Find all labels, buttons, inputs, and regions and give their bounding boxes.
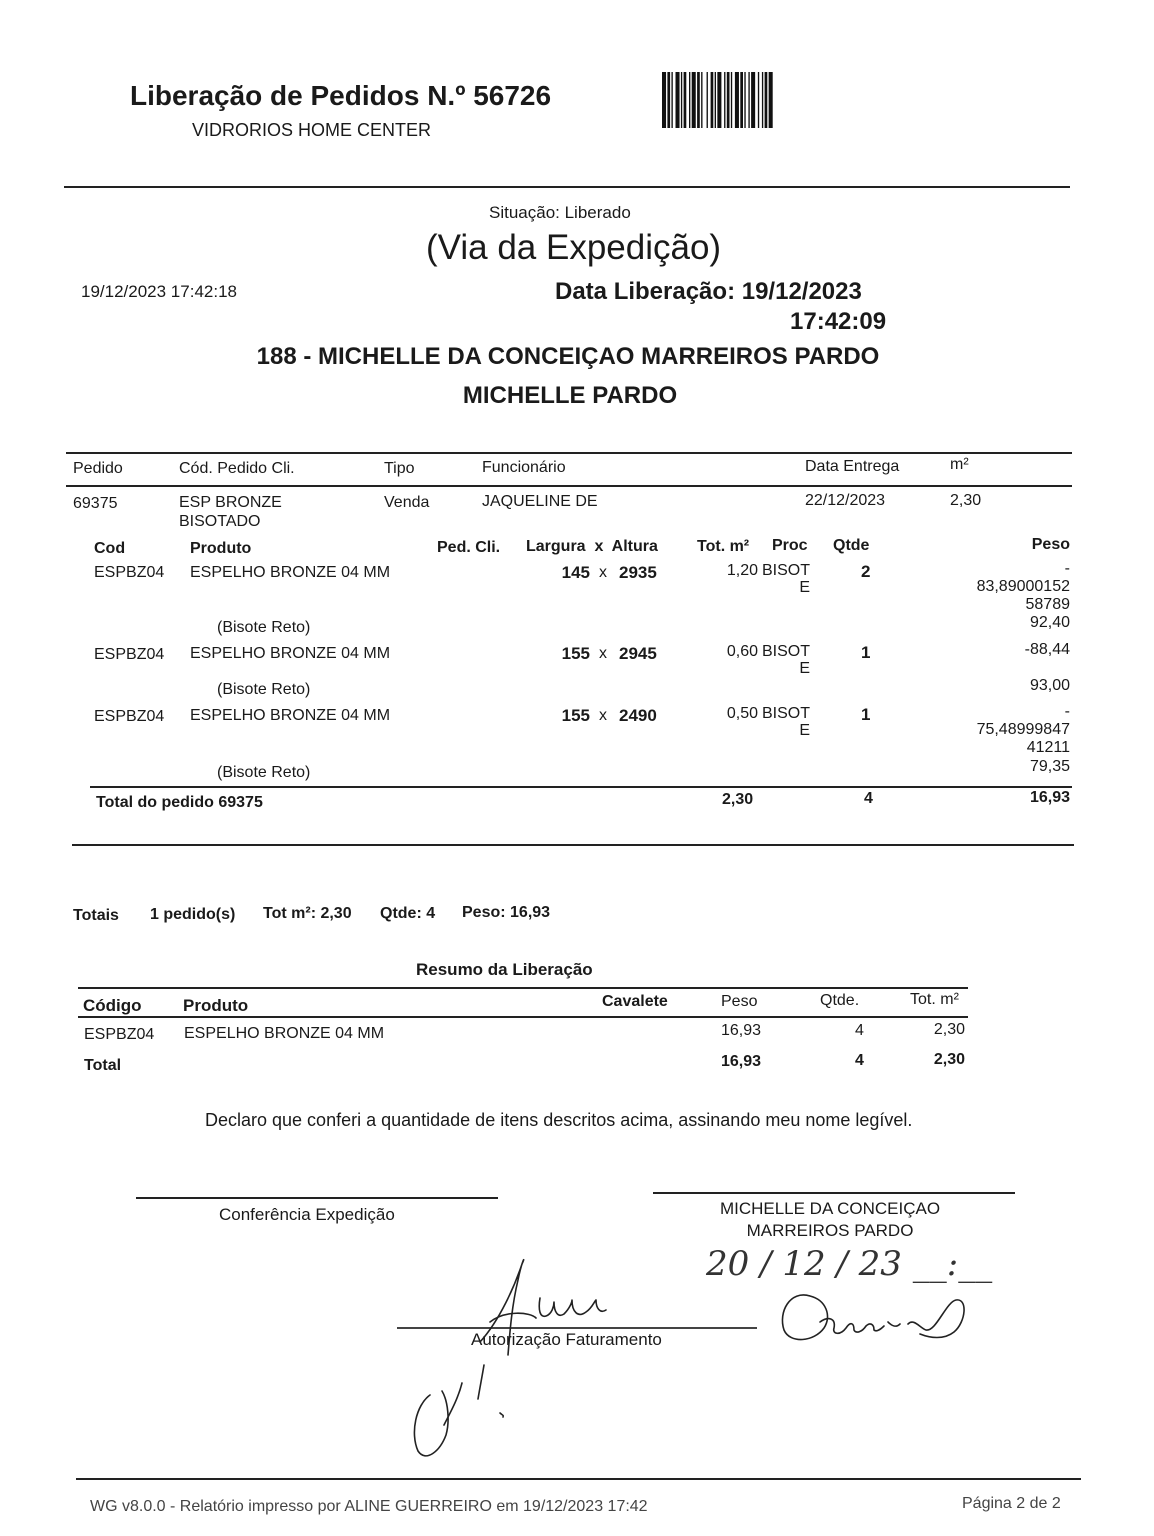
col-header-funcionario: Funcionário [482, 459, 566, 476]
order-section-bottom-rule [72, 844, 1074, 846]
footer-rule [76, 1478, 1081, 1480]
order-total-peso: 16,93 [1029, 789, 1070, 806]
signature-label-conferencia: Conferência Expedição [219, 1205, 395, 1224]
item-x: x [599, 707, 607, 724]
status-text: Situação: Liberado [489, 203, 631, 222]
summary-total-peso: 16,93 [721, 1053, 762, 1070]
item-peso: - [1064, 703, 1070, 720]
summary-peso: 16,93 [721, 1022, 762, 1039]
customer-short-name: MICHELLE PARDO [462, 382, 678, 409]
item-header-peso: Peso [1031, 536, 1070, 553]
company-name: VIDRORIOS HOME CENTER [192, 120, 432, 140]
order-type: Venda [384, 494, 430, 511]
summary-header-peso: Peso [721, 993, 758, 1010]
document-title: Liberação de Pedidos N.º 56726 [130, 80, 552, 111]
order-total-rule [90, 786, 1072, 788]
item-obs: (Bisote Reto) [217, 681, 311, 698]
order-total-m2: 2,30 [722, 791, 754, 808]
summary-header-produto: Produto [183, 996, 249, 1015]
item-cod: ESPBZ04 [94, 646, 165, 663]
item-altura: 2490 [619, 706, 657, 725]
summary-qtde: 4 [855, 1022, 864, 1039]
totals-m2: Tot m²: 2,30 [263, 905, 352, 922]
totals-qtde: Qtde: 4 [380, 905, 436, 922]
item-proc-cont: E [799, 660, 810, 677]
order-employee: JAQUELINE DE [482, 493, 598, 510]
item-proc: BISOT [762, 705, 811, 722]
item-obs: (Bisote Reto) [217, 619, 311, 636]
order-client-code-line2: BISOTADO [179, 513, 261, 530]
summary-header-rule [78, 1016, 968, 1018]
item-obs-value: 79,35 [1029, 758, 1070, 775]
declaration-text: Declaro que conferi a quantidade de itens descritos acima, assinando meu nome legível. [205, 1110, 913, 1130]
item-proc: BISOT [762, 562, 811, 579]
item-header-qtde: Qtde [833, 537, 870, 554]
item-header-tot-m2: Tot. m² [697, 538, 750, 555]
item-header-proc: Proc [772, 537, 808, 554]
col-header-tipo: Tipo [384, 460, 415, 477]
release-date: Data Liberação: 19/12/2023 [555, 278, 862, 305]
summary-produto: ESPELHO BRONZE 04 MM [184, 1025, 385, 1042]
release-time: 17:42:09 [790, 308, 887, 335]
via-title: (Via da Expedição) [426, 228, 722, 267]
item-obs: (Bisote Reto) [217, 764, 311, 781]
item-proc-cont: E [799, 579, 810, 596]
summary-top-rule [78, 987, 968, 989]
order-m2: 2,30 [950, 492, 982, 509]
item-largura: 155 [561, 644, 590, 663]
item-peso-line2: 75,48999847 [976, 721, 1070, 738]
signature-autorizacao-handwriting [460, 1250, 620, 1360]
item-peso: - [1064, 560, 1070, 577]
totals-peso: Peso: 16,93 [462, 904, 551, 921]
signature-line-conferencia [136, 1197, 498, 1199]
summary-codigo: ESPBZ04 [84, 1026, 155, 1043]
item-largura: 155 [561, 706, 590, 725]
item-tot-m2: 1,20 [726, 562, 758, 579]
footer-printed-by: WG v8.0.0 - Relatório impresso por ALINE GUERREIRO em 19/12/2023 17:42 [90, 1498, 648, 1515]
item-qtde: 1 [861, 705, 871, 724]
order-client-code-line1: ESP BRONZE [179, 494, 282, 511]
signature-label-autorizacao: Autorização Faturamento [471, 1330, 662, 1349]
initials-handwriting [400, 1355, 520, 1465]
item-largura: 145 [561, 563, 590, 582]
handwritten-date: 20 / 12 / 23 __:__ [706, 1244, 993, 1284]
item-produto: ESPELHO BRONZE 04 MM [190, 707, 391, 724]
signature-customer-handwriting [770, 1282, 980, 1352]
summary-header-tot-m2: Tot. m² [910, 991, 959, 1008]
item-altura: 2935 [619, 563, 657, 582]
item-cod: ESPBZ04 [94, 564, 165, 581]
summary-total-qtde: 4 [855, 1052, 864, 1069]
totals-pedidos: 1 pedido(s) [150, 906, 236, 923]
item-obs-value: 93,00 [1029, 677, 1070, 694]
order-delivery-date: 22/12/2023 [805, 492, 886, 509]
item-obs-value: 92,40 [1029, 614, 1070, 631]
summary-header-qtde: Qtde. [820, 992, 860, 1009]
item-peso-line3: 58789 [1025, 596, 1070, 613]
item-qtde: 1 [861, 643, 871, 662]
item-peso-line2: 83,89000152 [976, 578, 1070, 595]
summary-header-cavalete: Cavalete [602, 993, 668, 1010]
customer-full-name: 188 - MICHELLE DA CONCEIÇAO MARREIROS PARDO [256, 343, 880, 370]
item-tot-m2: 0,60 [726, 643, 758, 660]
footer-page-number: Página 2 de 2 [962, 1495, 1061, 1512]
col-header-cod-pedido-cli: Cód. Pedido Cli. [179, 460, 295, 477]
signature-customer-line1: MICHELLE DA CONCEIÇAO [719, 1199, 941, 1218]
order-number: 69375 [73, 495, 118, 512]
order-table-top-rule [66, 452, 1072, 454]
totals-label: Totais [73, 907, 119, 924]
summary-total-tot-m2: 2,30 [933, 1051, 965, 1068]
item-proc: BISOT [762, 643, 811, 660]
signature-line-customer [653, 1192, 1015, 1194]
item-produto: ESPELHO BRONZE 04 MM [190, 645, 391, 662]
summary-total-label: Total [84, 1057, 122, 1074]
item-peso: -88,44 [1024, 641, 1070, 658]
col-header-pedido: Pedido [73, 460, 123, 477]
order-total-qtde: 4 [864, 790, 873, 807]
header-divider [64, 186, 1070, 188]
item-cod: ESPBZ04 [94, 708, 165, 725]
summary-title: Resumo da Liberação [416, 960, 593, 979]
item-tot-m2: 0,50 [726, 705, 758, 722]
col-header-m2: m² [950, 456, 969, 473]
order-total-label: Total do pedido 69375 [96, 794, 263, 811]
item-x: x [599, 564, 607, 581]
signature-customer-line2: MARREIROS PARDO [746, 1221, 914, 1240]
printed-datetime: 19/12/2023 17:42:18 [81, 282, 237, 301]
item-x: x [599, 645, 607, 662]
item-header-cod: Cod [94, 540, 126, 557]
item-qtde: 2 [861, 562, 871, 581]
item-header-produto: Produto [190, 540, 252, 557]
item-header-ped-cli: Ped. Cli. [437, 539, 501, 556]
item-proc-cont: E [799, 722, 810, 739]
item-produto: ESPELHO BRONZE 04 MM [190, 564, 391, 581]
order-header-rule [66, 485, 1072, 487]
item-header-largura-altura: Largura x Altura [526, 538, 658, 555]
barcode-icon [662, 72, 840, 128]
col-header-data-entrega: Data Entrega [805, 458, 900, 475]
summary-header-codigo: Código [83, 996, 142, 1015]
item-altura: 2945 [619, 644, 657, 663]
summary-tot-m2: 2,30 [933, 1021, 965, 1038]
item-peso-line3: 41211 [1026, 739, 1070, 756]
